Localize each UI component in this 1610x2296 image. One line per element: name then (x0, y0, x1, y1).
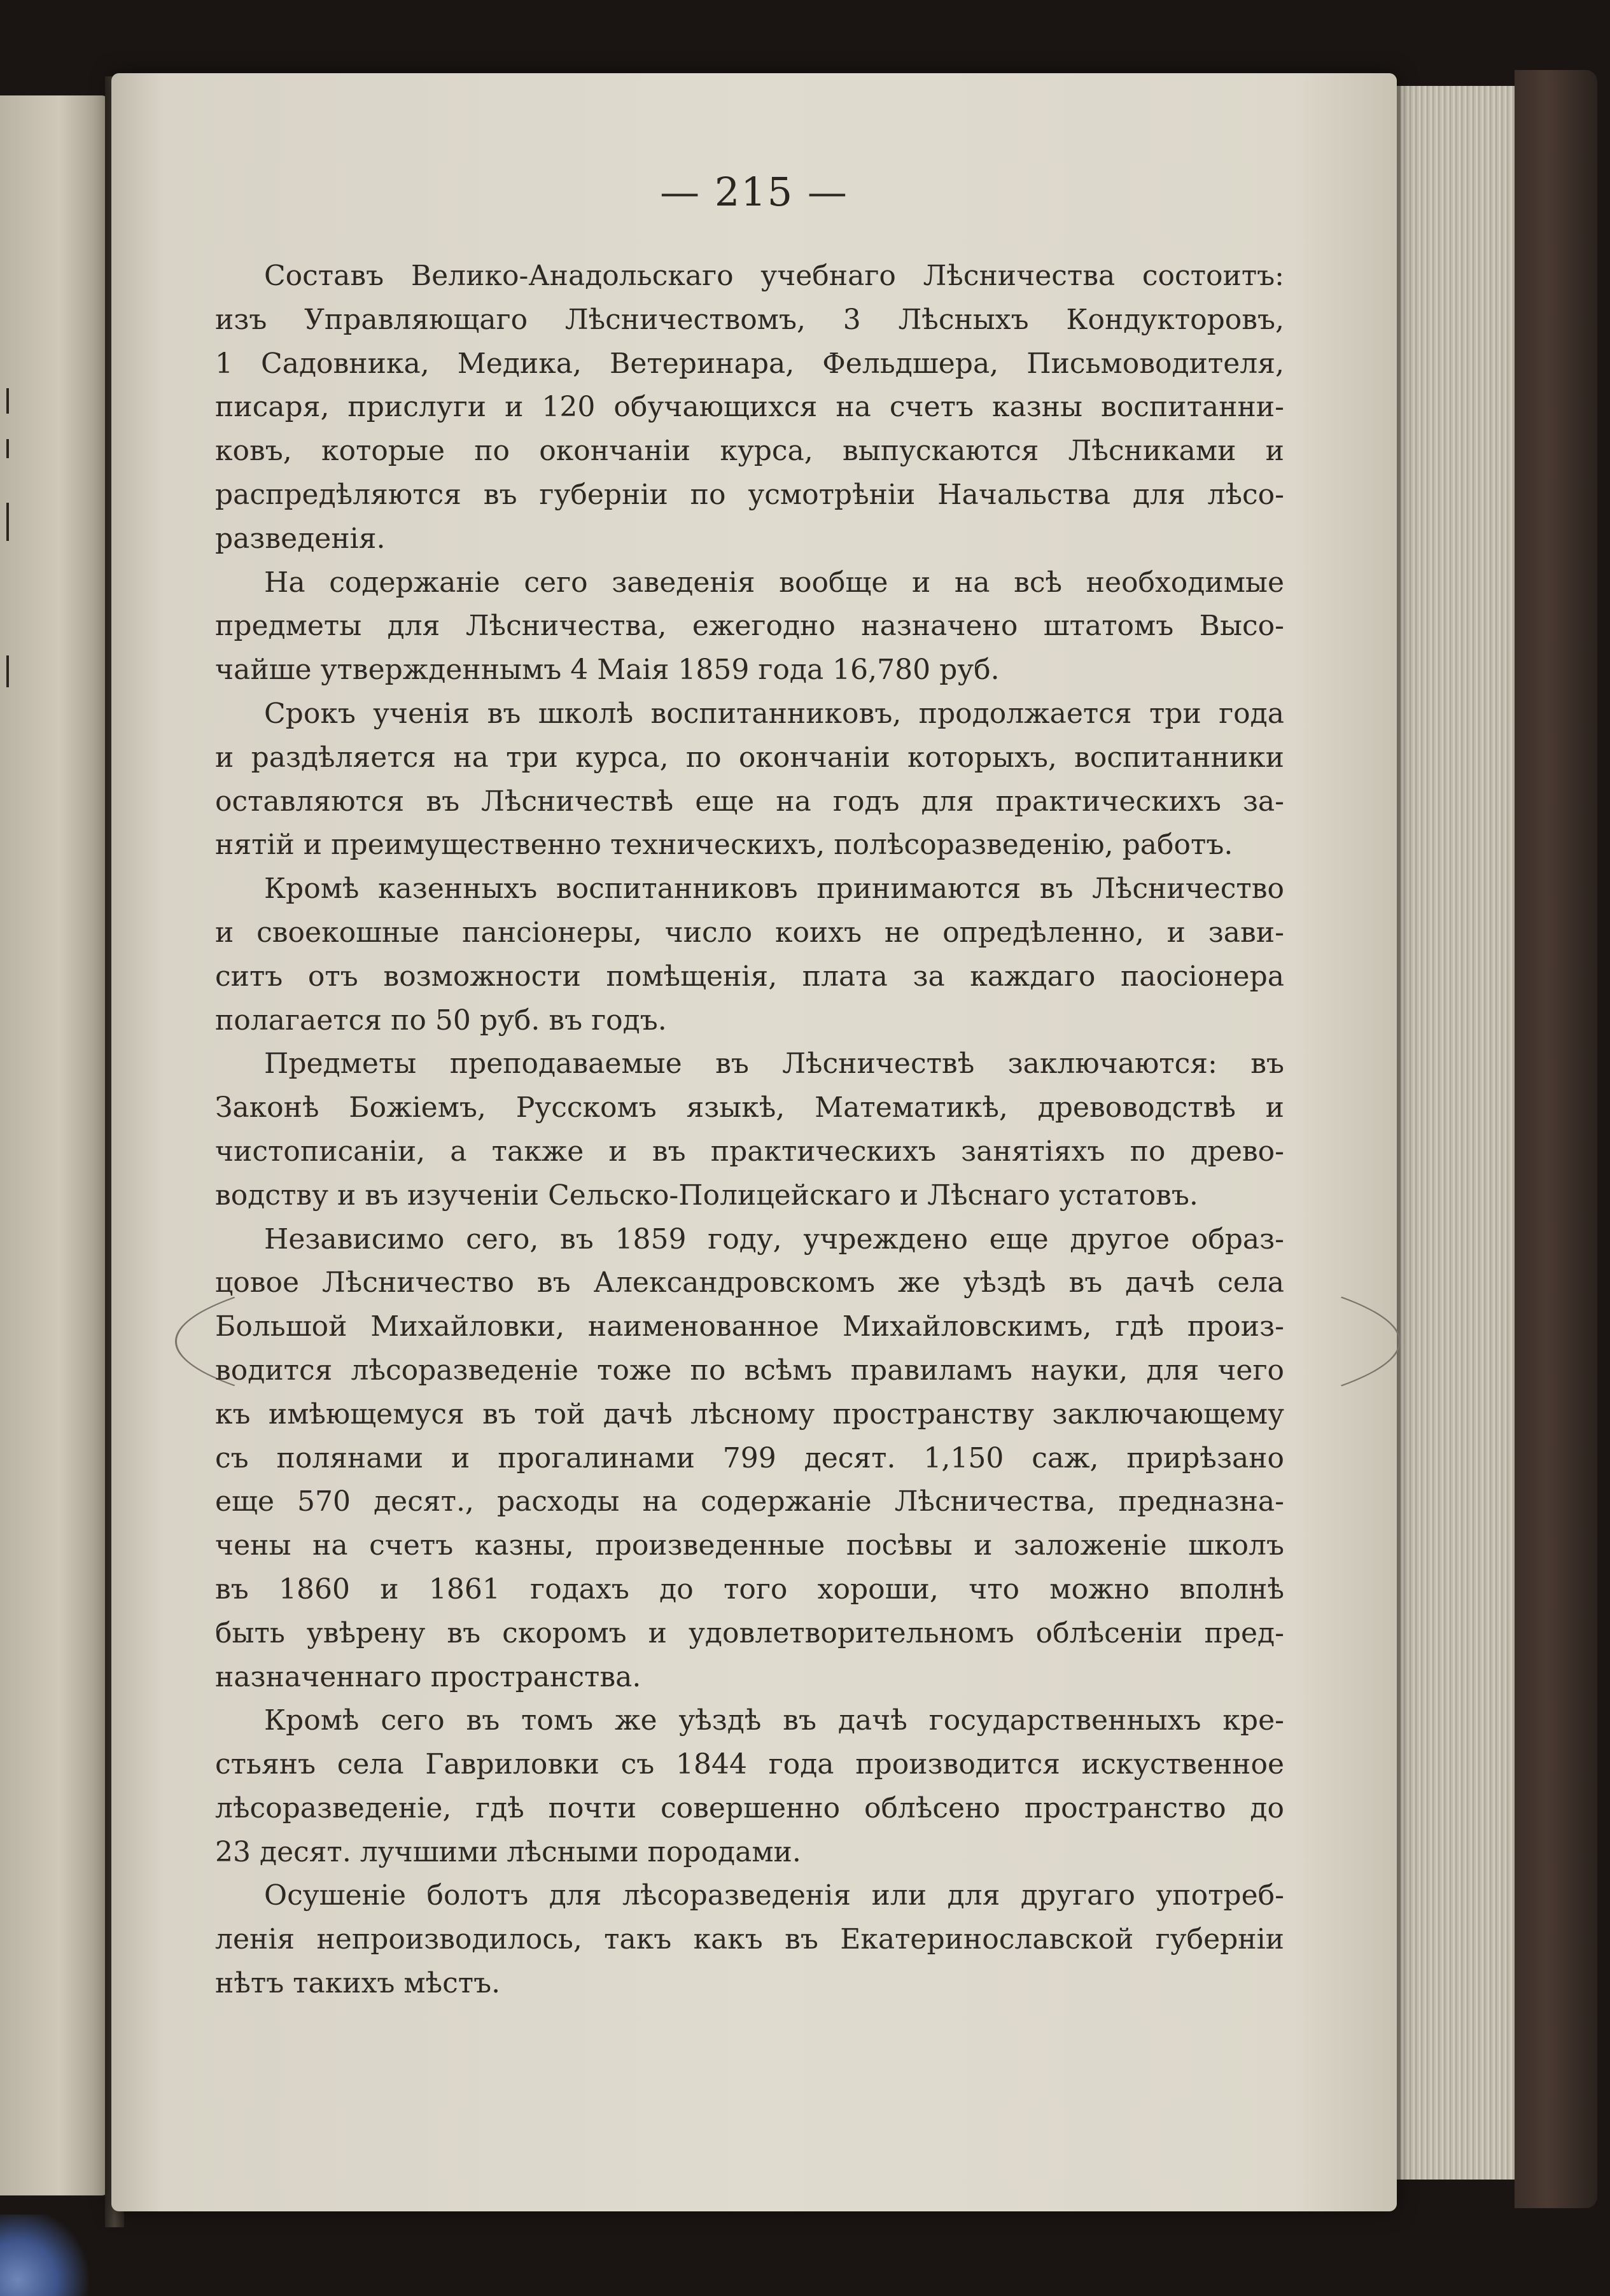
text-line: назначеннаго пространства. (215, 1660, 641, 1693)
text-line: ковъ, которые по окончаніи курса, выпускаются Лѣсниками и (215, 435, 1284, 468)
text-line: къ имѣющемуся въ той дачѣ лѣсному пространству заключающему (215, 1397, 1284, 1431)
text-line: писаря, прислуги и 120 обучающихся на счетъ казны воспитанни- (215, 391, 1284, 424)
paragraph (215, 1699, 1284, 1874)
text-line: разведенія. (215, 522, 386, 555)
text-line: и своекошные пансіонеры, число коихъ не опредѣленно, и зави- (215, 916, 1284, 949)
text-line: нѣтъ такихъ мѣстъ. (215, 1967, 501, 2000)
text-line: распредѣляются въ губерніи по усмотрѣніи Начальства для лѣсо- (215, 478, 1284, 511)
book-page (111, 73, 1397, 2211)
paragraph (215, 1874, 1284, 2005)
text-line: водству и въ изученіи Сельско-Полицейскаго и Лѣснаго устатовъ. (215, 1179, 1198, 1212)
text-line: чистописаніи, а также и въ практическихъ занятіяхъ по древо- (215, 1135, 1284, 1168)
text-line: Большой Михайловки, наименованное Михайловскимъ, гдѣ произ- (215, 1310, 1284, 1343)
page-number: — 215 — (660, 169, 848, 215)
text-line: Составъ Велико-Анадольскаго учебнаго Лѣсничества состоитъ: (264, 260, 1284, 292)
margin-mark (6, 439, 9, 458)
text-line: Законѣ Божіемъ, Русскомъ языкѣ, Математикѣ, древоводствѣ и (215, 1091, 1284, 1124)
page-edges-stack (1397, 86, 1518, 2180)
paragraph (215, 561, 1284, 692)
book-cover (1515, 70, 1597, 2208)
text-line: лѣсоразведеніе, гдѣ почти совершенно облѣсено пространство до (215, 1791, 1284, 1824)
text-line: чены на счетъ казны, произведенные посѣвы и заложеніе школъ (215, 1529, 1284, 1562)
text-line: предметы для Лѣсничества, ежегодно назначено штатомъ Высо- (215, 610, 1284, 643)
text-line: еще 570 десят., расходы на содержаніе Лѣсничества, предназна- (215, 1485, 1284, 1518)
text-line: ленія непроизводилось, такъ какъ въ Екатеринославской губерніи (215, 1923, 1284, 1956)
margin-mark (6, 388, 9, 414)
page-text (215, 255, 1284, 2006)
text-line: Осушеніе болотъ для лѣсоразведенія или для другаго употреб- (264, 1879, 1284, 1912)
text-line: въ 1860 и 1861 годахъ до того хороши, что можно вполнѣ (215, 1572, 1284, 1606)
text-line: 1 Садовника, Медика, Ветеринара, Фельдшера, Письмоводителя, (215, 347, 1284, 380)
margin-mark (6, 503, 9, 541)
text-line: 23 десят. лучшими лѣсными породами. (215, 1835, 801, 1868)
text-line: нятій и преимущественно техническихъ, полѣсоразведенію, работъ. (215, 829, 1233, 862)
text-line: и раздѣляется на три курса, по окончаніи которыхъ, воспитанники (215, 741, 1284, 774)
text-line: ситъ отъ возможности помѣщенія, плата за каждаго паосіонера (215, 960, 1284, 993)
text-line: цовое Лѣсничество въ Александровскомъ же уѣздѣ въ дачѣ села (215, 1266, 1284, 1299)
corner-fabric (0, 2215, 89, 2296)
text-line: чайше утвержденнымъ 4 Маія 1859 года 16,780 руб. (215, 654, 1000, 687)
text-line: водится лѣсоразведеніе тоже по всѣмъ правиламъ науки, для чего (215, 1354, 1284, 1387)
text-line: Срокъ ученія въ школѣ воспитанниковъ, продолжается три года (264, 697, 1284, 730)
paragraph (215, 692, 1284, 867)
paragraph (215, 867, 1284, 1042)
text-line: Предметы преподаваемые въ Лѣсничествѣ заключаются: въ (264, 1047, 1284, 1081)
text-line: На содержаніе сего заведенія вообще и на всѣ необходимые (264, 566, 1284, 599)
text-line: полагается по 50 руб. въ годъ. (215, 1004, 667, 1037)
text-line: стьянъ села Гавриловки съ 1844 года производится искуственное (215, 1748, 1284, 1781)
paragraph (215, 1218, 1284, 1700)
margin-mark (6, 655, 9, 687)
previous-page-edge (0, 95, 108, 2195)
text-line: Кромѣ казенныхъ воспитанниковъ принимаются въ Лѣсничество (264, 872, 1284, 906)
text-line: съ полянами и прогалинами 799 десят. 1,150 саж, прирѣзано (215, 1441, 1284, 1474)
text-line: Независимо сего, въ 1859 году, учреждено еще другое образ- (264, 1222, 1284, 1256)
paragraph (215, 1042, 1284, 1217)
text-line: быть увѣрену въ скоромъ и удовлетворительномъ облѣсеніи пред- (215, 1616, 1284, 1649)
text-line: Кромѣ сего въ томъ же уѣздѣ въ дачѣ государственныхъ кре- (264, 1704, 1284, 1737)
text-line: оставляются въ Лѣсничествѣ еще на годъ для практическихъ за- (215, 785, 1284, 818)
paragraph (215, 255, 1284, 561)
text-line: изъ Управляющаго Лѣсничествомъ, 3 Лѣсныхъ Кондукторовъ, (215, 303, 1284, 336)
